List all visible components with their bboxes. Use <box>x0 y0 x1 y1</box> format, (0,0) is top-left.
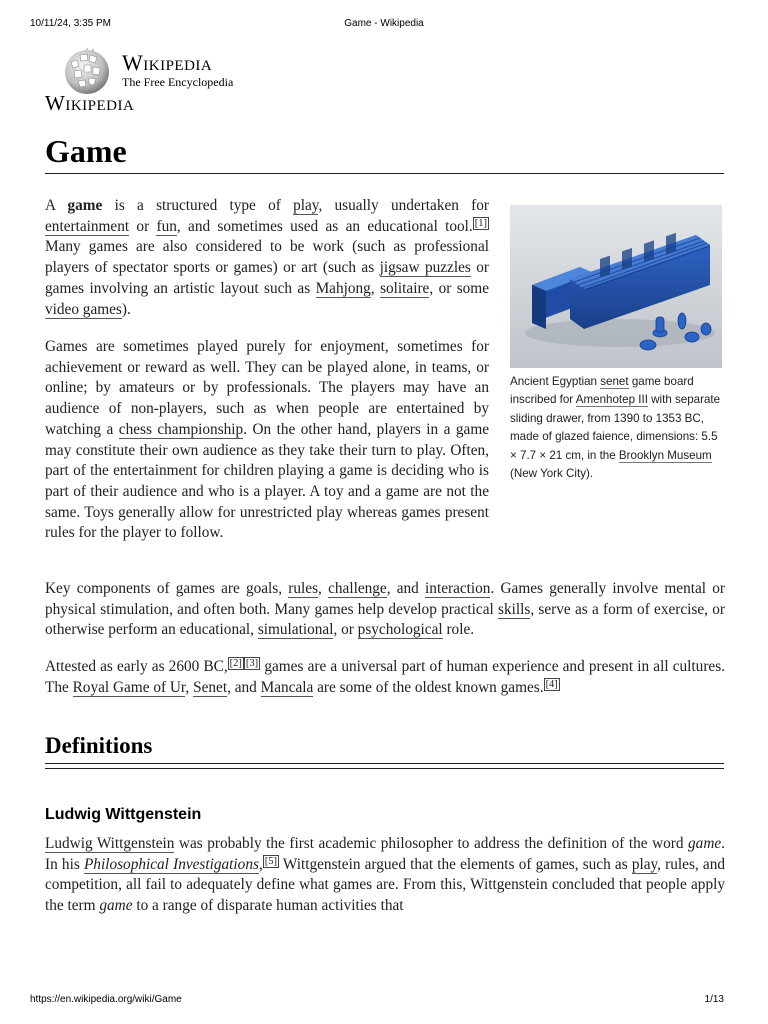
italic-term-game-2: game <box>99 897 133 915</box>
print-url: https://en.wikipedia.org/wiki/Game <box>30 994 182 1005</box>
link-chess-championship[interactable]: chess championship <box>118 420 244 438</box>
link-video-games[interactable]: video games <box>45 300 122 318</box>
citation-2[interactable]: [2] <box>229 658 242 669</box>
section-heading-definitions: Definitions <box>45 733 153 758</box>
subsection-heading-wittgenstein: Ludwig Wittgenstein <box>45 806 202 823</box>
citation-4[interactable]: [4] <box>545 678 558 690</box>
logo-tagline: The Free Encyclopedia <box>122 75 234 89</box>
logo-wordmark: Wikipedia <box>122 50 213 75</box>
intro-paragraph-3: Key components of games are goals, rules, challenge, and interaction. Games generally involve mental or physical stimulation, and often both. Many games help develop practical skills, serve as a form of exercise, or otherwise perform an educational, simulational, or psychological role. <box>45 580 725 639</box>
italic-term-game: game <box>688 835 722 852</box>
intro-paragraph-1: A game is a structured type of play, usually undertaken for entertainment or fun, and sometimes used as an educational tool. [1] Many games are also considered to be work (such as professional players of spectator sports or games) or art (such as jigsaw puzzles or games involving an artistic layout such as Mahjong, solitaire, or some video games). <box>45 197 490 318</box>
link-interaction[interactable]: interaction <box>425 580 491 597</box>
citation-5[interactable]: [5] <box>264 855 278 867</box>
link-simulational[interactable]: simulational <box>257 621 334 639</box>
link-challenge[interactable]: challenge <box>328 580 387 597</box>
section-divider <box>45 763 724 764</box>
print-footer <box>0 994 768 1008</box>
section-divider-double <box>45 768 724 769</box>
link-philosophical-investigations[interactable]: Philosophical Investigations <box>83 855 259 873</box>
print-page-number: 1/13 <box>704 994 724 1005</box>
print-datetime: 10/11/24, 3:35 PM <box>30 18 111 29</box>
logo-wordmark-secondary: Wikipedia <box>45 91 135 115</box>
link-entertainment[interactable]: entertainment <box>45 217 130 235</box>
caption-link-amenhotep-iii[interactable]: Amenhotep III <box>575 393 648 407</box>
link-ludwig-wittgenstein[interactable]: Ludwig Wittgenstein <box>45 835 175 852</box>
wikipedia-globe-icon <box>62 46 112 96</box>
link-skills[interactable]: skills <box>498 600 531 618</box>
senet-board-image[interactable] <box>510 205 722 368</box>
page-title: Game <box>45 133 127 169</box>
link-play[interactable]: play <box>293 197 319 214</box>
link-play-2[interactable]: play <box>631 855 658 873</box>
link-solitaire[interactable]: solitaire <box>380 279 430 297</box>
intro-paragraph-2: Games are sometimes played purely for enjoyment, sometimes for achievement or reward as well. They can be played alone, in teams, or online; by amateurs or by professionals. The players may have an audience of non-players, such as when people are entertained by watching a chess championship. On the other hand, players in a game may constitute their own audience as they take their turn to play. Often, part of the entertainment for children playing a game is deciding who is part of their audience and who is a player. A toy and a game are not the same. Toys generally allow for unrestricted play whereas games present rules for the player to follow. <box>45 338 490 542</box>
definitions-paragraph-1: Ludwig Wittgenstein was probably the first academic philosopher to address the definition of the word game. In his Philosophical Investigations, [5] Wittgenstein argued that the elements of games, such as play, rules, and competition, all fail to adequately define what games are. From this, Wittgenstein concluded that people apply the term game to a range of disparate human activities that <box>45 835 725 915</box>
figure-caption: Ancient Egyptian senet game board inscribed for Amenhotep III with separate sliding drawer, from 1390 to 1353 BC, made of glazed faience, dimensions: 5.5 × 7.7 × 21 cm, in the Brooklyn Museum (New York City). <box>510 375 721 481</box>
link-psychological[interactable]: psychological <box>357 621 443 639</box>
link-rules[interactable]: rules <box>288 580 319 597</box>
print-page-title: Game - Wikipedia <box>344 18 424 29</box>
citation-3[interactable]: [3] <box>245 658 259 669</box>
link-fun[interactable]: fun <box>156 217 177 235</box>
print-header <box>0 18 768 32</box>
caption-link-brooklyn-museum[interactable]: Brooklyn Museum <box>618 448 712 462</box>
link-mancala[interactable]: Mancala <box>260 678 314 696</box>
figure-senet-board <box>510 205 722 483</box>
title-divider <box>45 173 724 174</box>
wikipedia-logo[interactable] <box>62 46 262 94</box>
caption-link-senet[interactable]: senet <box>600 375 629 388</box>
link-jigsaw-puzzles[interactable]: jigsaw puzzles <box>379 259 471 277</box>
link-royal-game-of-ur[interactable]: Royal Game of Ur <box>72 678 186 696</box>
bold-term-game: game <box>67 197 103 214</box>
link-senet[interactable]: Senet <box>193 678 228 696</box>
citation-1[interactable]: [1] <box>474 217 487 229</box>
link-mahjong[interactable]: Mahjong <box>315 279 371 297</box>
intro-paragraph-4: Attested as early as 2600 BC, [2] [3] games are a universal part of human experience and present in all cultures. The Royal Game of Ur, Senet, and Mancala are some of the oldest known games. [4] <box>45 658 725 696</box>
